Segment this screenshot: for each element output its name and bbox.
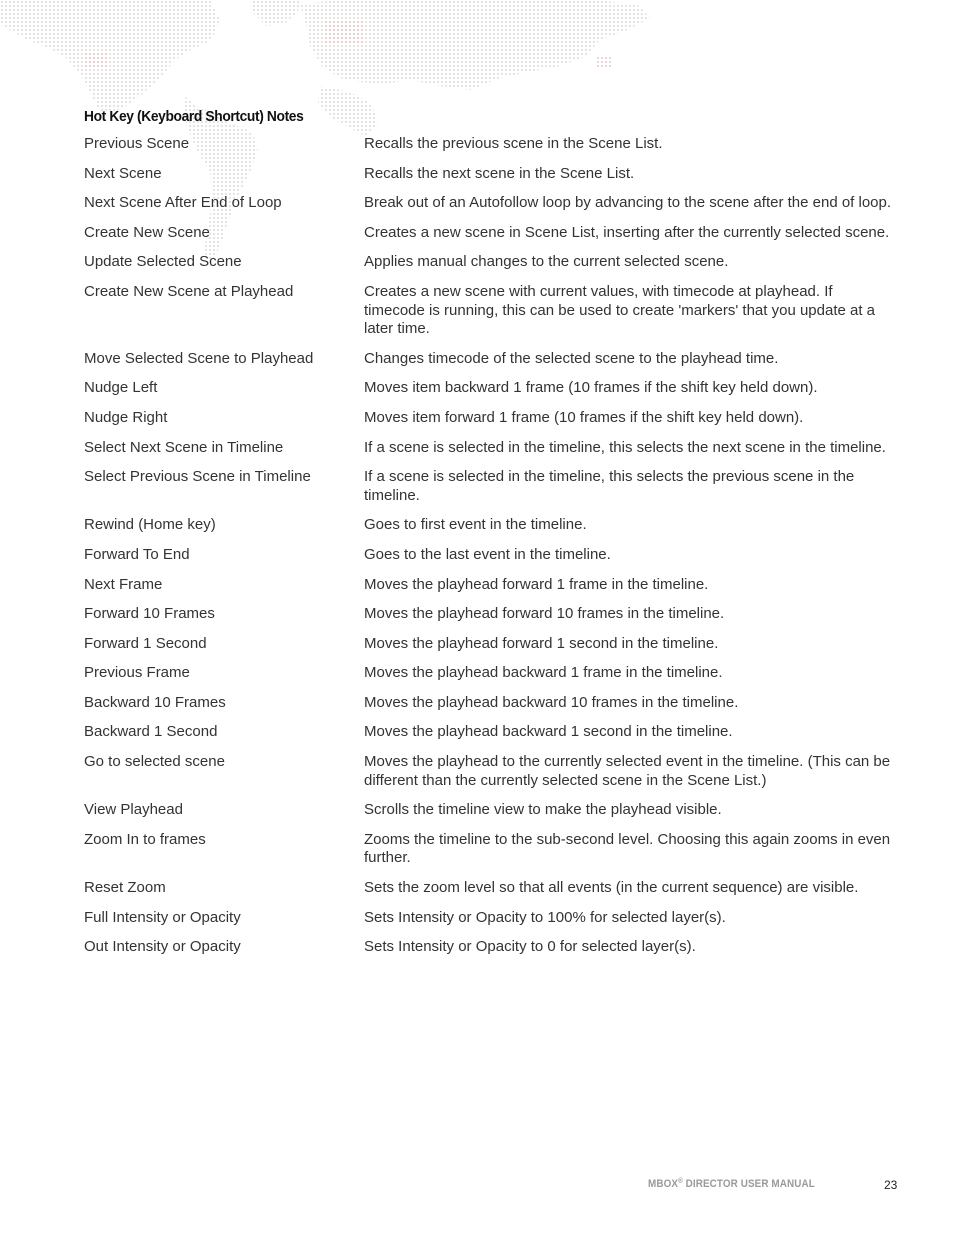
hotkey-description: Moves the playhead backward 1 frame in the timeline.: [364, 664, 723, 682]
hotkey-name: Next Scene: [84, 164, 162, 182]
table-row: [84, 801, 896, 820]
hotkey-name: Full Intensity or Opacity: [84, 908, 241, 926]
hotkey-name: Zoom In to frames: [84, 830, 206, 848]
hotkey-name: Backward 10 Frames: [84, 693, 226, 711]
hotkey-description: Creates a new scene in Scene List, inserting after the currently selected scene.: [364, 223, 890, 241]
hotkey-description: Moves item backward 1 frame (10 frames if the shift key held down).: [364, 379, 818, 397]
hotkey-description: Moves the playhead backward 10 frames in the timeline.: [364, 693, 739, 711]
table-row: [84, 379, 896, 398]
hotkey-name: Update Selected Scene: [84, 253, 242, 271]
hotkey-name: View Playhead: [84, 801, 183, 819]
hotkey-description: Sets Intensity or Opacity to 0 for selected layer(s).: [364, 938, 696, 956]
hotkey-name: Select Next Scene in Timeline: [84, 438, 284, 456]
hotkey-description: Moves the playhead forward 1 frame in the timeline.: [364, 575, 709, 593]
table-row: [84, 516, 896, 535]
table-row: [84, 409, 896, 428]
footer-manual-title: [648, 1178, 815, 1190]
hotkey-description: Moves the playhead to the currently selected event in the timeline. (This can be different than the currently selected scene in the Scene List.): [364, 753, 891, 789]
table-row: [84, 605, 896, 624]
table-row: [84, 938, 896, 957]
hotkey-description: Break out of an Autofollow loop by advancing to the scene after the end of loop.: [364, 194, 892, 212]
hotkey-name: Create New Scene: [84, 223, 210, 241]
hotkey-table: [84, 135, 896, 968]
table-row: [84, 909, 896, 928]
hotkey-description: Zooms the timeline to the sub-second level. Choosing this again zooms in even further.: [364, 830, 891, 867]
hotkey-description: Sets Intensity or Opacity to 100% for selected layer(s).: [364, 908, 726, 926]
hotkey-name: Next Scene After End of Loop: [84, 194, 282, 212]
hotkey-description: Moves item forward 1 frame (10 frames if the shift key held down).: [364, 408, 804, 426]
table-row: [84, 635, 896, 654]
table-row: [84, 879, 896, 898]
footer-brand: MBOX: [648, 1178, 679, 1190]
page-number: 23: [884, 1178, 898, 1192]
hotkey-description: Recalls the previous scene in the Scene List.: [364, 135, 663, 152]
hotkey-description: Goes to first event in the timeline.: [364, 516, 587, 534]
table-row: [84, 753, 896, 790]
table-row: [84, 546, 896, 565]
hotkey-description: Moves the playhead forward 10 frames in the timeline.: [364, 605, 725, 623]
hotkey-notes-section: [84, 107, 896, 968]
hotkey-description: Sets the zoom level so that all events (in the current sequence) are visible.: [364, 879, 859, 897]
hotkey-name: Reset Zoom: [84, 879, 166, 897]
table-row: [84, 664, 896, 683]
hotkey-name: Forward To End: [84, 545, 190, 563]
hotkey-description: Scrolls the timeline view to make the playhead visible.: [364, 801, 722, 819]
hotkey-name: Rewind (Home key): [84, 516, 216, 534]
section-heading: Hot Key (Keyboard Shortcut) Notes: [84, 108, 304, 125]
hotkey-name: Next Frame: [84, 575, 163, 593]
hotkey-description: Creates a new scene with current values, with timecode at playhead. If timecode is running, this can be used to create 'markers' that you update at a later time.: [364, 282, 876, 338]
hotkey-name: Previous Frame: [84, 664, 190, 682]
page-footer: [0, 1178, 954, 1198]
table-row: [84, 253, 896, 272]
hotkey-name: Previous Scene: [84, 135, 190, 152]
hotkey-name: Select Previous Scene in Timeline: [84, 468, 311, 486]
hotkey-description: Recalls the next scene in the Scene List.: [364, 164, 635, 182]
hotkey-name: Backward 1 Second: [84, 723, 218, 741]
hotkey-name: Nudge Left: [84, 379, 158, 397]
hotkey-description: Changes timecode of the selected scene to the playhead time.: [364, 349, 779, 367]
hotkey-description: If a scene is selected in the timeline, this selects the previous scene in the timeline.: [364, 468, 855, 504]
hotkey-name: Out Intensity or Opacity: [84, 938, 241, 956]
table-row: [84, 283, 896, 339]
hotkey-name: Forward 10 Frames: [84, 605, 215, 623]
hotkey-name: Forward 1 Second: [84, 634, 207, 652]
hotkey-name: Move Selected Scene to Playhead: [84, 349, 314, 367]
hotkey-name: Go to selected scene: [84, 753, 225, 771]
hotkey-description: Applies manual changes to the current selected scene.: [364, 253, 729, 271]
table-row: [84, 224, 896, 243]
footer-title-text: DIRECTOR USER MANUAL: [682, 1178, 815, 1190]
registered-mark: ®: [678, 1178, 683, 1185]
table-row: [84, 723, 896, 742]
hotkey-description: Moves the playhead forward 1 second in the timeline.: [364, 634, 719, 652]
hotkey-description: Goes to the last event in the timeline.: [364, 545, 611, 563]
table-row: [84, 831, 896, 868]
table-row: [84, 468, 896, 505]
table-row: [84, 694, 896, 713]
hotkey-name: Nudge Right: [84, 408, 168, 426]
table-row: [84, 576, 896, 595]
table-row: [84, 194, 896, 213]
hotkey-description: If a scene is selected in the timeline, this selects the next scene in the timeline.: [364, 438, 886, 456]
hotkey-name: Create New Scene at Playhead: [84, 282, 294, 300]
table-row: [84, 439, 896, 458]
hotkey-description: Moves the playhead backward 1 second in the timeline.: [364, 723, 733, 741]
table-row: [84, 165, 896, 184]
table-row: [84, 135, 896, 154]
table-row: [84, 350, 896, 369]
